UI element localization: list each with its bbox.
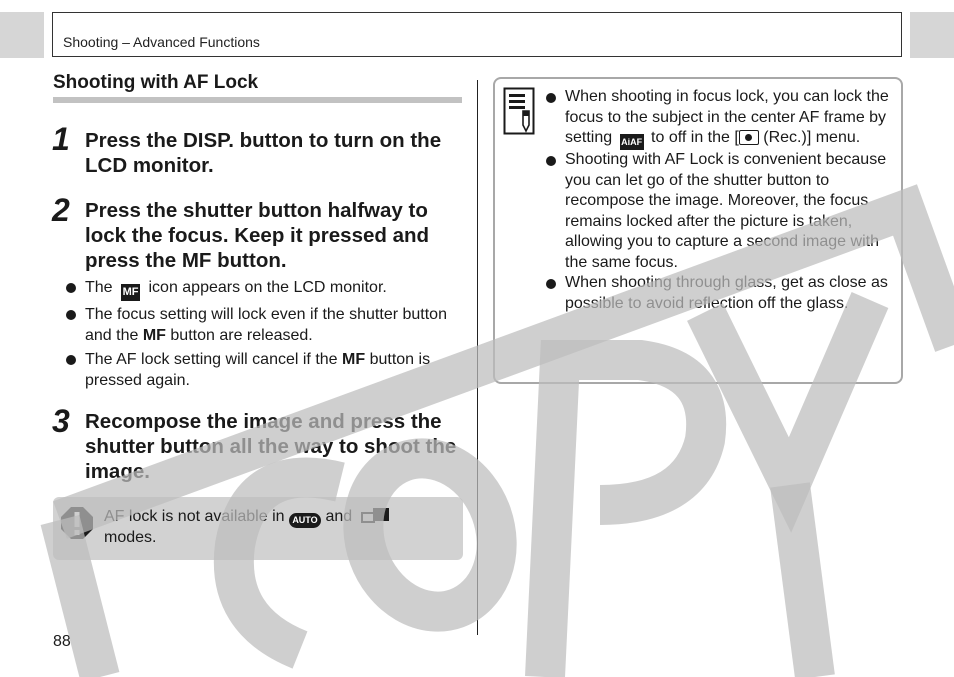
aiaf-icon: AiAF [620, 134, 644, 150]
right-corner-tab [910, 12, 954, 58]
breadcrumb: Shooting – Advanced Functions [63, 34, 260, 50]
list-item: Shooting with AF Lock is convenient because you can let go of the shutter button to recompose the image. Moreover, the focus remains locked after the picture is taken, allowing you to capture a second image with the same focus. [546, 150, 891, 273]
step-2-bullets [66, 277, 461, 394]
caution-icon [59, 505, 95, 541]
column-divider [477, 80, 478, 635]
caution-box [53, 497, 463, 560]
list-item: The MF icon appears on the LCD monitor. [66, 277, 461, 301]
caution-text: AF lock is not available in AUTO and modes. [104, 507, 454, 548]
list-item: When shooting through glass, get as close as possible to avoid reflection off the glass. [546, 273, 891, 314]
list-item: The AF lock setting will cancel if the MF button is pressed again. [66, 349, 461, 391]
step-2-number: 2 [52, 192, 70, 228]
auto-mode-icon: AUTO [289, 513, 321, 528]
note-box [493, 77, 903, 384]
section-title-rule [53, 97, 462, 103]
page-header [52, 12, 902, 57]
list-item: The focus setting will lock even if the shutter button and the MF button are released. [66, 304, 461, 346]
note-bullets [546, 87, 891, 314]
step-1-text: Press the DISP. button to turn on the LCD monitor. [85, 129, 442, 177]
list-item: When shooting in focus lock, you can lock the focus to the subject in the center AF frame by setting AiAF to off in the [ (Rec.)] menu. [546, 87, 891, 150]
step-3-text: Recompose the image and press the shutter button all the way to shoot the image. [85, 410, 457, 483]
manual-focus-icon: MF [121, 284, 140, 301]
memo-icon [503, 87, 535, 135]
step-2-text: Press the shutter button halfway to lock the focus. Keep it pressed and press the MF button. [85, 199, 430, 272]
left-corner-tab [0, 12, 44, 58]
step-1-number: 1 [52, 121, 70, 157]
step-3-number: 3 [52, 403, 70, 439]
camera-rec-icon [739, 130, 759, 145]
page-number: 88 [53, 633, 71, 650]
section-title: Shooting with AF Lock [53, 72, 259, 93]
stitch-assist-icon [361, 507, 391, 524]
